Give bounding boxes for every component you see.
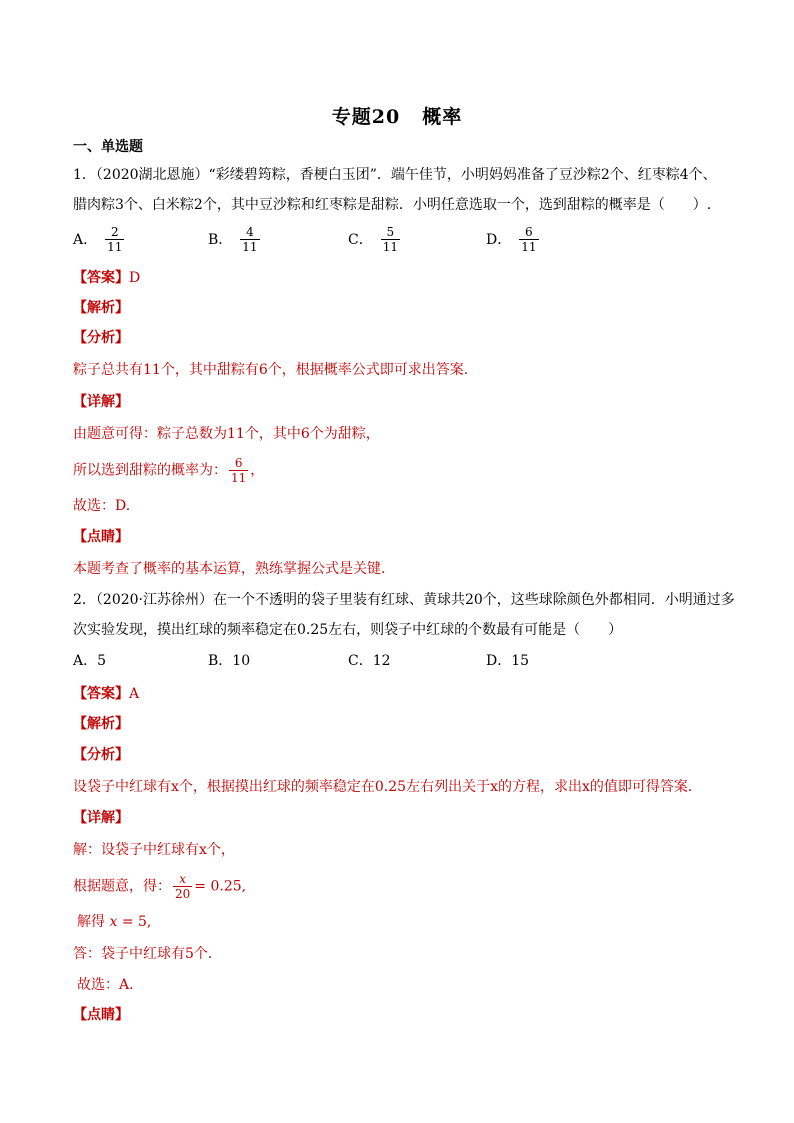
q2-detail-4: 答：袋子中红球有5个．: [73, 946, 222, 962]
q2-option-d: D．15: [486, 653, 530, 669]
q1-option-a: A． $\frac{2}{11}$: [73, 225, 123, 254]
q1-stem-line2: 腊肉粽3个、白米粽2个，其中豆沙粽和红枣粽是甜粽．小明任意选取一个，选到甜粽的概率是（ ）.: [73, 197, 712, 213]
q1-detail-1: 由题意可得：粽子总数为11个，其中6个为甜粽，: [73, 426, 380, 442]
q2-detail-5: 故选：A．: [77, 977, 144, 993]
q1-option-d: D． $\frac{6}{11}$: [486, 225, 537, 254]
q1-option-c: C． $\frac{5}{11}$: [348, 225, 398, 254]
q2-answer: 【答案】A: [73, 686, 140, 702]
q2-option-b: B．10: [208, 653, 251, 669]
q2-jiexi-tag: 【解析】: [73, 716, 129, 732]
q2-detail-1: 解：设袋子中红球有x个，: [73, 842, 235, 858]
q2-detail-3: 解得 x = 5,: [77, 914, 152, 930]
title-main: 专题20: [331, 106, 401, 128]
q1-detail-3: 故选：D.: [73, 498, 131, 514]
q2-stem-line1: 2．（2020·江苏徐州）在一个不透明的袋子里装有红球、黄球共20个，这些球除颜色外都相同．小明通过多: [73, 592, 735, 608]
q1-dianjing-text: 本题考查了概率的基本运算，熟练掌握公式是关键.: [73, 561, 386, 577]
q2-option-a: A．5: [73, 653, 107, 669]
title-sub: 概率: [422, 106, 463, 128]
page-title: [0, 102, 794, 129]
q2-xiangjie-tag: 【详解】: [73, 810, 129, 826]
q1-stem-line1: 1．（2020湖北恩施）“彩缕碧筠粽，香梗白玉团”．端午佳节，小明妈妈准备了豆沙粽2个、红枣粽4个、: [73, 167, 717, 183]
q1-option-b: B． $\frac{4}{11}$: [208, 225, 258, 254]
q2-dianjing-tag: 【点睛】: [73, 1007, 129, 1023]
q2-detail-2: 根据题意，得： $\frac{x}{20}$ = 0.25,: [73, 872, 247, 901]
q1-answer: 【答案】D: [73, 270, 141, 286]
q1-fenxi-text: 粽子总共有11个，其中甜粽有6个，根据概率公式即可求出答案.: [73, 362, 469, 378]
q2-fenxi-text: 设袋子中红球有x个，根据摸出红球的频率稳定在0.25左右列出关于x的方程，求出x的值即可得答案．: [73, 779, 702, 795]
q2-stem-line2: 次实验发现，摸出红球的频率稳定在0.25左右，则袋子中红球的个数最有可能是（ ）: [73, 622, 623, 638]
q1-fenxi-tag: 【分析】: [73, 330, 129, 346]
q1-jiexi-tag: 【解析】: [73, 300, 129, 316]
q2-option-c: C．12: [348, 653, 391, 669]
q1-detail-2: 所以选到甜粽的概率为： $\frac{6}{11}$ ，: [73, 456, 265, 485]
section-heading: 一、单选题: [73, 139, 143, 155]
q2-fenxi-tag: 【分析】: [73, 747, 129, 763]
q1-xiangjie-tag: 【详解】: [73, 394, 129, 410]
q1-dianjing-tag: 【点睛】: [73, 529, 129, 545]
